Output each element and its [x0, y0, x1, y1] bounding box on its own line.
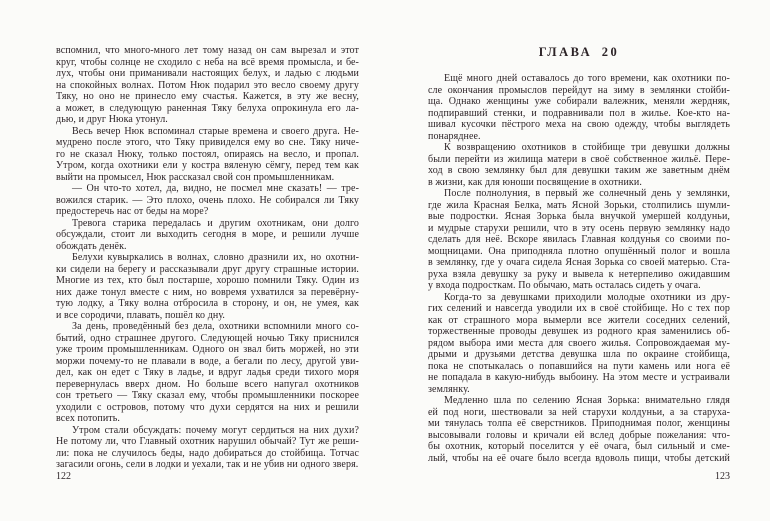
text-line: рядом выбора ими места для своего жилья. Сопровождаемая му-	[428, 337, 730, 349]
text-line: вспомнил, что много-много лет тому назад он сам вырезал и этот	[56, 45, 359, 56]
text-line: выйти на промысел, Нюк рассказал свой сон промышленникам.	[56, 171, 335, 183]
text-line: пока не спотыкалась о попавшийся на пути камень или нога её	[428, 360, 730, 372]
text-line: Многие из тех, кто был постарше, хорошо помнили Тяку. Один из	[56, 275, 359, 286]
text-line: Тяку, но оно не принесло ему счастья. Кажется, в эту же весну,	[56, 91, 359, 102]
paragraph	[56, 126, 359, 184]
left-page-text	[56, 45, 359, 471]
text-line: Утром, когда охотники ели у костра вяленую сёмгу, перед тем как	[56, 160, 359, 171]
text-line: дел, как он едет с Тяку в ладье, и вдруг ладья среди тихого моря	[56, 367, 359, 378]
text-line: — Он что-то хотел, да, видно, не посмел мне сказать! — тре-	[72, 183, 359, 194]
text-line: и мудрые старухи решили, что в эту осень первую землянку надо	[428, 222, 730, 234]
text-line: Медленно шла по селению Ясная Зорька: внимательно глядя	[444, 395, 730, 406]
paragraph	[56, 183, 359, 218]
text-line: За день, проведённый без дела, охотники вспомнили много со-	[72, 321, 359, 332]
text-line: землянку.	[428, 383, 470, 395]
text-line: ли: пока не случилось беды, надо добираться до стойбища. Тотчас	[56, 447, 359, 459]
text-line: предостеречь нас от беды на море?	[56, 206, 209, 217]
text-line: ей под ноги, шествовали за ней старухи колдуньи, а за старуха-	[428, 406, 730, 418]
paragraph	[56, 425, 359, 471]
text-line: обсуждали, стоит ли выходить сегодня в море, и решили лучше	[56, 229, 359, 240]
text-line: вожился старик. — Это плохо, очень плохо. Не собирался ли Тяку	[56, 194, 359, 206]
text-line: них даже тонул вместе с ним, но вовремя ухватился за перевёрну-	[56, 286, 359, 298]
text-line: бытий, одно страшнее другого. Следующей ночью Тяку приснился	[56, 332, 359, 344]
text-line: у входа подросткам. По обычаю, мать осталась сидеть у очага.	[428, 280, 701, 291]
text-line: где жила Красная Белка, мать Ясной Зорьки, столпились шумли-	[428, 199, 730, 211]
text-line: и все сородичи, плавать, пошёл ко дну.	[56, 309, 226, 321]
text-line: вые подростки. Ясная Зорька была внучкой умершей колдуньи,	[428, 211, 730, 222]
right-page-paragraphs	[428, 73, 730, 464]
paragraph	[56, 321, 359, 425]
text-line: Когда-то за девушками приходили молодые охотники из дру-	[444, 291, 730, 303]
text-line: Белухи кувыркались в волнах, словно дразнили их, но охотни-	[72, 252, 359, 263]
text-line: а может, в следующую раненная Тяку белуха опрокинула его ла-	[56, 102, 359, 114]
paragraph	[428, 395, 730, 464]
text-line: дрыми и друзьями детства девушка шла по окраине стойбища,	[428, 349, 730, 360]
text-line: лух, чтобы они приманивали настоящих белух, и ладью с людьми	[56, 68, 359, 79]
text-line: ки сидели на берегу и рассказывали друг другу страшные истории.	[56, 263, 359, 275]
text-line: понаряднее.	[428, 130, 481, 142]
paragraph	[428, 73, 730, 142]
text-line: сле окончания промыслов перейдут на зиму в землянки стойби-	[428, 84, 730, 96]
right-page-text	[428, 45, 730, 464]
text-line: ми тянулась толпа её сверстников. Приподнимая полог, женщины	[428, 418, 730, 429]
text-line: в жизни, как для юноши посвящение в охотники.	[428, 176, 642, 188]
text-line: сделать для неё. Вскоре явилась Главная колдунья со своими по-	[428, 234, 730, 245]
text-line: круг, чтобы солнце не сходило с неба на всё время промысла, и бе-	[56, 56, 359, 68]
text-line: После полнолуния, в первый же солнечный день у землянки,	[444, 188, 730, 199]
paragraph	[56, 218, 359, 253]
page-number-left: 122	[56, 471, 71, 482]
text-line: Ещё много дней оставалось до того времени, как охотники по-	[444, 73, 730, 84]
paragraph	[428, 188, 730, 292]
text-line: загасили огонь, сели в лодки и уехали, так и не убив ни одного зверя.	[56, 459, 359, 470]
text-line: тую лодку, а Тяку волна отбросила в сторону, и он, не умея, как	[56, 298, 359, 309]
text-line: торжественные проводы девушек из родного края заменились об-	[428, 326, 730, 337]
text-line: мощницами. Она приподняла плотно опушённый полог и вошла	[428, 245, 730, 257]
text-line: мудрено после этого, что Тяку привиделся ему во сне. Тяку ниче-	[56, 137, 359, 148]
text-line: ща. Однако женщины уже собирали валежник, меняли жердняк,	[428, 96, 730, 107]
text-line: как от страшного мора вымерли все жители соседних селений,	[428, 314, 730, 326]
text-line: Не потому ли, что Главный охотник нарушил обычай? Тут же реши-	[56, 436, 359, 447]
text-line: всех потопить.	[56, 413, 121, 424]
text-line: К возвращению охотников в стойбище три девушки должны	[444, 142, 730, 153]
text-line: перевернулась вверх дном. Но больше всего напугал охотников	[56, 378, 359, 390]
text-line: дью, и друг Нюка утонул.	[56, 114, 168, 125]
chapter-heading: ГЛАВА 20	[538, 45, 620, 59]
paragraph	[56, 252, 359, 321]
text-line: бы охотник, который поселится у её очага, был сильный и сме-	[428, 441, 730, 452]
text-line: подпиравший стенки, и подравнивали пол в жилье. Кое-кто на-	[428, 107, 730, 119]
text-line: ход в свою землянку был для девушки таким же заветным днём	[428, 165, 730, 176]
text-line: моржи почему-то не плавали в воде, а бегали по лесу, другой уви-	[56, 355, 359, 367]
text-line: гих селений и навсегда уводили их в своё стойбище. Но с тех пор	[428, 303, 730, 314]
text-line: сон третьего — Тяку сказал ему, чтобы промышленники поскорее	[56, 390, 359, 401]
page-number-right: 123	[715, 471, 730, 482]
text-line: уже троим промышленникам. Одного он звал бить моржей, но эти	[56, 344, 359, 355]
text-line: Тревога старика передалась и другим охотникам, они долго	[72, 217, 359, 229]
paragraph	[428, 142, 730, 188]
text-line: Утром стали обсуждать: почему могут сердиться на них духи?	[72, 424, 359, 436]
text-line: го не сказал Нюку, только постоял, опираясь на весло, и пропал.	[56, 148, 359, 160]
text-line: на спокойных волнах. Потом Нюк подарил это весло своему другу	[56, 79, 359, 91]
text-line: шивал кусочки пёстрого меха на свою одежду, чтобы выглядеть	[428, 119, 730, 130]
paragraph	[56, 45, 359, 126]
text-line: высовывали головы и кричали ей вслед добрые пожелания: что-	[428, 429, 730, 441]
text-line: не попадала в какую-нибудь выбоину. На этом месте и устраивали	[428, 372, 730, 383]
text-line: лый, чтобы на её очаге было всегда вдоволь пищи, чтобы детский	[428, 452, 730, 464]
text-line: руха взяла девушку за руку и вывела к нетерпеливо ожидавшим	[428, 268, 730, 280]
text-line: в землянку, где у очага сидела Ясная Зорька со своей матерью. Ста-	[428, 257, 730, 268]
text-line: уходили с островов, потому что духи сердятся на них и решили	[56, 401, 359, 413]
text-line: обождать денёк.	[56, 240, 127, 252]
text-line: Весь вечер Нюк вспоминал старые времена и своего друга. Не-	[72, 125, 359, 137]
text-line: были перейти из жилища матери в своё собственное жильё. Пере-	[428, 153, 730, 165]
paragraph	[428, 292, 730, 396]
